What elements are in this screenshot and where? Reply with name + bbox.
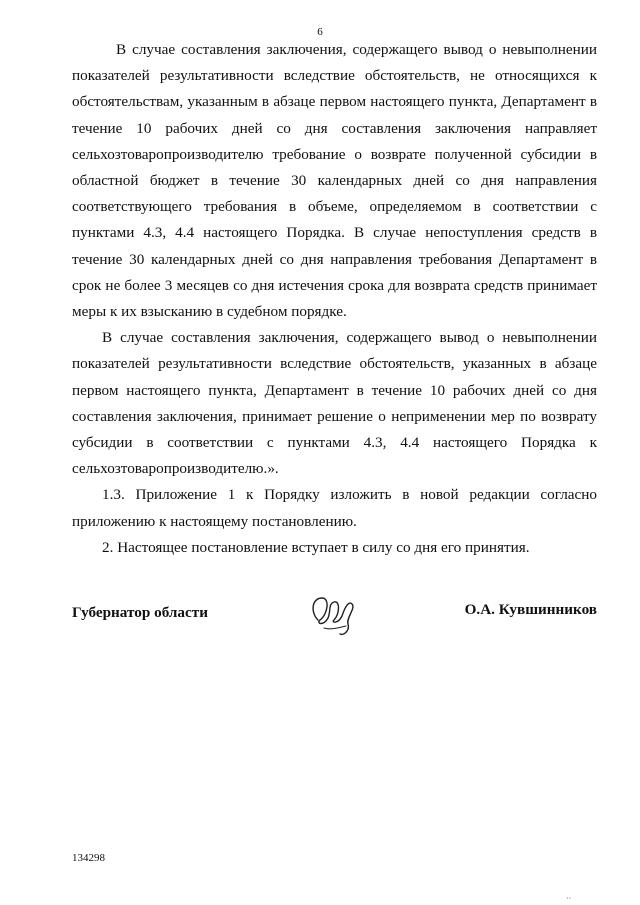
- page-number: 6: [317, 26, 323, 38]
- signature-block: [72, 596, 597, 646]
- handwritten-signature: [304, 590, 364, 640]
- paragraph-effective-date: 2. Настоящее постановление вступает в силу со дня его принятия.: [102, 538, 530, 556]
- paragraph-appendix-amendment: 1.3. Приложение 1 к Порядку изложить в новой редакции согласно приложению к настоящему постановлению.: [72, 486, 597, 530]
- signatory-name: О.А. Кувшинников: [464, 601, 597, 618]
- corner-mark: ··: [566, 894, 572, 903]
- paragraph-non-application: В случае составления заключения, содержащего вывод о невыполнении показателей результативности вследствие обстоятельств, указанных в абзаце первом настоящего пункта, Департамент в течение 10 рабочих дней со дня составления заключения, принимает решение о неприменении мер по возврату субсидии в соответствии с пунктами 4.3, 4.4 настоящего Порядка к сельхозтоваропроизводителю.».: [72, 329, 597, 478]
- signatory-title: Губернатор области: [72, 604, 208, 621]
- paragraph-refund-requirement: В случае составления заключения, содержащего вывод о невыполнении показателей результативности вследствие обстоятельств, не относящихся к обстоятельствам, указанным в абзаце первом настоящего пункта, Департамент в течение 10 рабочих дней со дня составления заключения направляет сельхозтоваропроизводителю требование о возврате полученной субсидии в областной бюджет в течение 30 календарных дней со дня направления соответствующего требования в объеме, определяемом в соответствии с пунктами 4.3, 4.4 настоящего Порядка. В случае непоступления средств в течение 30 календарных дней со дня направления требования Департамент в срок не более 3 месяцев со дня истечения срока для возврата средств принимает меры к их взысканию в судебном порядке.: [72, 41, 597, 321]
- document-body: [72, 37, 597, 561]
- document-code: 134298: [72, 852, 105, 864]
